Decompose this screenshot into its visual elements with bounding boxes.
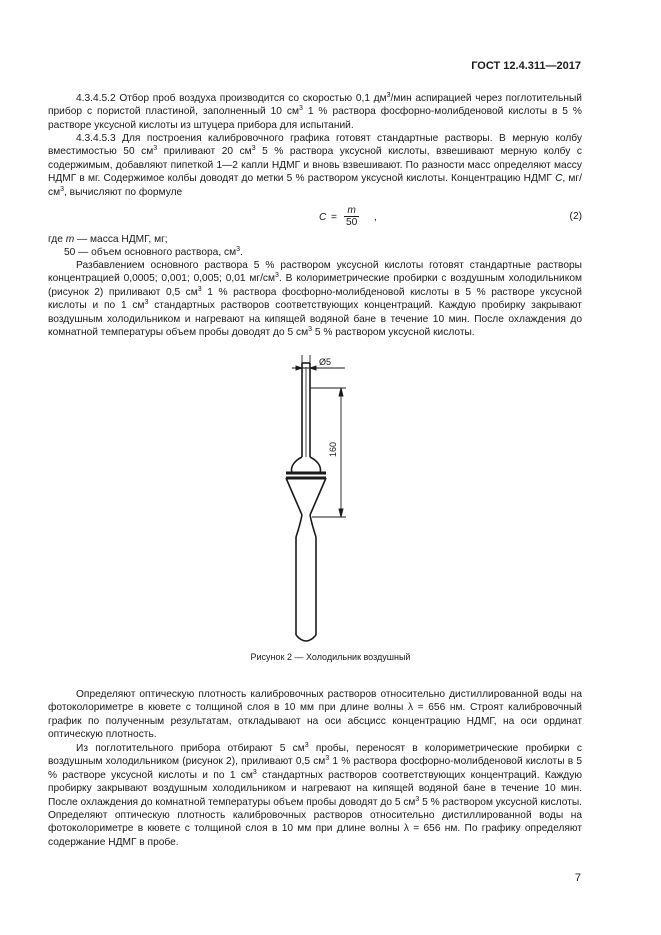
figure-caption: Рисунок 2 — Холодильник воздушный bbox=[250, 652, 411, 662]
text-run: /мин аспирацией через поглотительный прибор с пористой пластиной, заполненный 10 см bbox=[48, 93, 582, 118]
superscript: 3 bbox=[298, 105, 303, 113]
formula-variable: C bbox=[319, 212, 327, 223]
air-condenser-drawing bbox=[240, 345, 440, 645]
text-run: Разбавлением основного раствора 5 % раствором уксусной кислоты готовят стандартные растворы концентрацией 0,0005; 0,001; 0,005; 0,01 мг/см bbox=[48, 260, 582, 285]
text-run: , вычисляют по формуле bbox=[64, 186, 183, 198]
formula-comma: , bbox=[374, 212, 377, 223]
variable-c: С bbox=[555, 173, 563, 185]
tube-bottom bbox=[296, 635, 316, 641]
text-run: — масса НДМГ, мг; bbox=[74, 234, 168, 245]
diameter-arrow-left bbox=[296, 366, 302, 370]
length-arrow-bottom bbox=[339, 509, 343, 517]
length-label: 160 bbox=[328, 441, 338, 457]
text-run: стандартных растворов соответствующих концентраций. Каждую пробирку закрывают воздушным холодильником и нагревают на кипящей водяной бане в течение 10 мин. После охлаждения до комнатной температуры объем пробы доводят до 5 см bbox=[48, 300, 582, 339]
paragraph-optical-density bbox=[48, 688, 582, 742]
superscript: 3 bbox=[325, 755, 330, 763]
text-run: стандартных растворов соответствующих концентраций. Каждую пробирку закрывают воздушным холодильником и нагревают на кипящей водяной бане в течение 10 мин. После охлаждения до комнатной температуры объем пробы доводят до 5 см bbox=[48, 769, 582, 808]
text-run: . В колориметрические пробирки с воздушным холодильником (рисунок 2) приливают 0,5 см bbox=[48, 273, 582, 298]
superscript: 3 bbox=[304, 742, 309, 749]
superscript: 3 bbox=[60, 185, 65, 193]
length-arrow-top bbox=[339, 388, 343, 396]
formula-denominator: 50 bbox=[346, 217, 358, 228]
formula-legend bbox=[48, 233, 582, 260]
variable-m: m bbox=[65, 234, 75, 245]
formula-fraction bbox=[344, 205, 359, 228]
bulb bbox=[291, 457, 320, 473]
text-run: 4.3.4.5.2 Отбор проб воздуха производится со скоростью 0,1 дм bbox=[76, 93, 387, 104]
paragraph-standard-solutions bbox=[48, 259, 582, 339]
text-run: 5 % раствором уксусной кислоты. bbox=[312, 327, 475, 339]
text-run: где bbox=[48, 234, 66, 245]
text-run: 1 % раствора фосфорно-молибденовой кислоты в 5 % растворе уксусной кислоты и по 1 см bbox=[48, 286, 582, 312]
page-number: 7 bbox=[574, 872, 581, 884]
formula-equals: = bbox=[331, 212, 337, 223]
paragraph-4-3-4-5-2 bbox=[48, 92, 582, 132]
neck bbox=[296, 515, 316, 537]
superscript: 3 bbox=[197, 285, 202, 293]
superscript: 3 bbox=[252, 768, 257, 776]
diameter-arrow-right bbox=[310, 366, 316, 370]
superscript: 3 bbox=[415, 795, 420, 803]
text-run: приливают 20 см bbox=[157, 146, 252, 158]
formula-2 bbox=[48, 205, 582, 233]
text-run: 50 — объем основного раствора, см bbox=[64, 247, 237, 259]
superscript: 3 bbox=[251, 145, 256, 153]
superscript: 3 bbox=[386, 92, 391, 99]
paragraph-sample-analysis bbox=[48, 742, 582, 849]
standard-number: ГОСТ 12.4.311—2017 bbox=[471, 60, 581, 72]
text-run: 5 % раствором уксусной кислоты. Определяют оптическую плотность калибровочных растворов относительно дистиллированной воды на фотоколориметре в кювете с толщиной слоя в 10 мм при длине волны λ = 656 нм. По графику определяют содержание НДМГ в пробе. bbox=[48, 796, 582, 848]
text-run: Определяют оптическую плотность калибровочных растворов относительно дистиллированной воды на фотоколориметре в кювете с толщиной слоя в 10 мм при длине волны λ = 656 нм. Строят калибровочный график по полученным результатам, откладывают на оси абсцисс концентрацию НДМГ, на оси ординат оптическую плотность. bbox=[48, 689, 582, 741]
diameter-label: Ø5 bbox=[319, 357, 332, 367]
superscript: 3 bbox=[236, 246, 241, 254]
text-run: . bbox=[240, 247, 243, 259]
superscript: 3 bbox=[144, 299, 149, 307]
text-run: 1 % раствора фосфорно-молибденовой кислоты в 5 % растворе уксусной кислоты и по 1 см bbox=[48, 756, 582, 781]
text-run: Из поглотительного прибора отбирают 5 см bbox=[76, 743, 305, 754]
superscript: 3 bbox=[153, 145, 158, 153]
text-run: пробы, переносят в колориметрические пробирки с воздушным холодильником (рисунок 2), приливают 0,5 см bbox=[48, 743, 582, 768]
formula-numerator: m bbox=[347, 205, 356, 216]
superscript: 3 bbox=[308, 326, 312, 334]
text-run: 1 % раствора фосфорно-молибденовой кислоты в 5 % растворе уксусной кислоты из штуцера прибора для испытаний. bbox=[48, 106, 582, 131]
text-run: 5 % раствора уксусной кислоты, взвешивают мерную колбу с содержимым, добавляют пипеткой 1—2 капли НДМГ и вновь взвешивают. По разности масс определяют массу НДМГ в мг. Содержимое колбы доводят до метки 5 % раствором уксусной кислоты. Концентрацию НДМГ bbox=[48, 146, 582, 185]
text-run: 4.3.4.5.3 Для построения калибровочного графика готовят стандартные растворы. В мерную колбу вместимостью 50 см bbox=[48, 133, 582, 158]
formula-number: (2) bbox=[569, 211, 582, 222]
superscript: 3 bbox=[275, 272, 279, 280]
cone bbox=[286, 478, 326, 515]
text-run: , мг/см bbox=[48, 173, 582, 198]
paragraph-4-3-4-5-3 bbox=[48, 132, 582, 199]
